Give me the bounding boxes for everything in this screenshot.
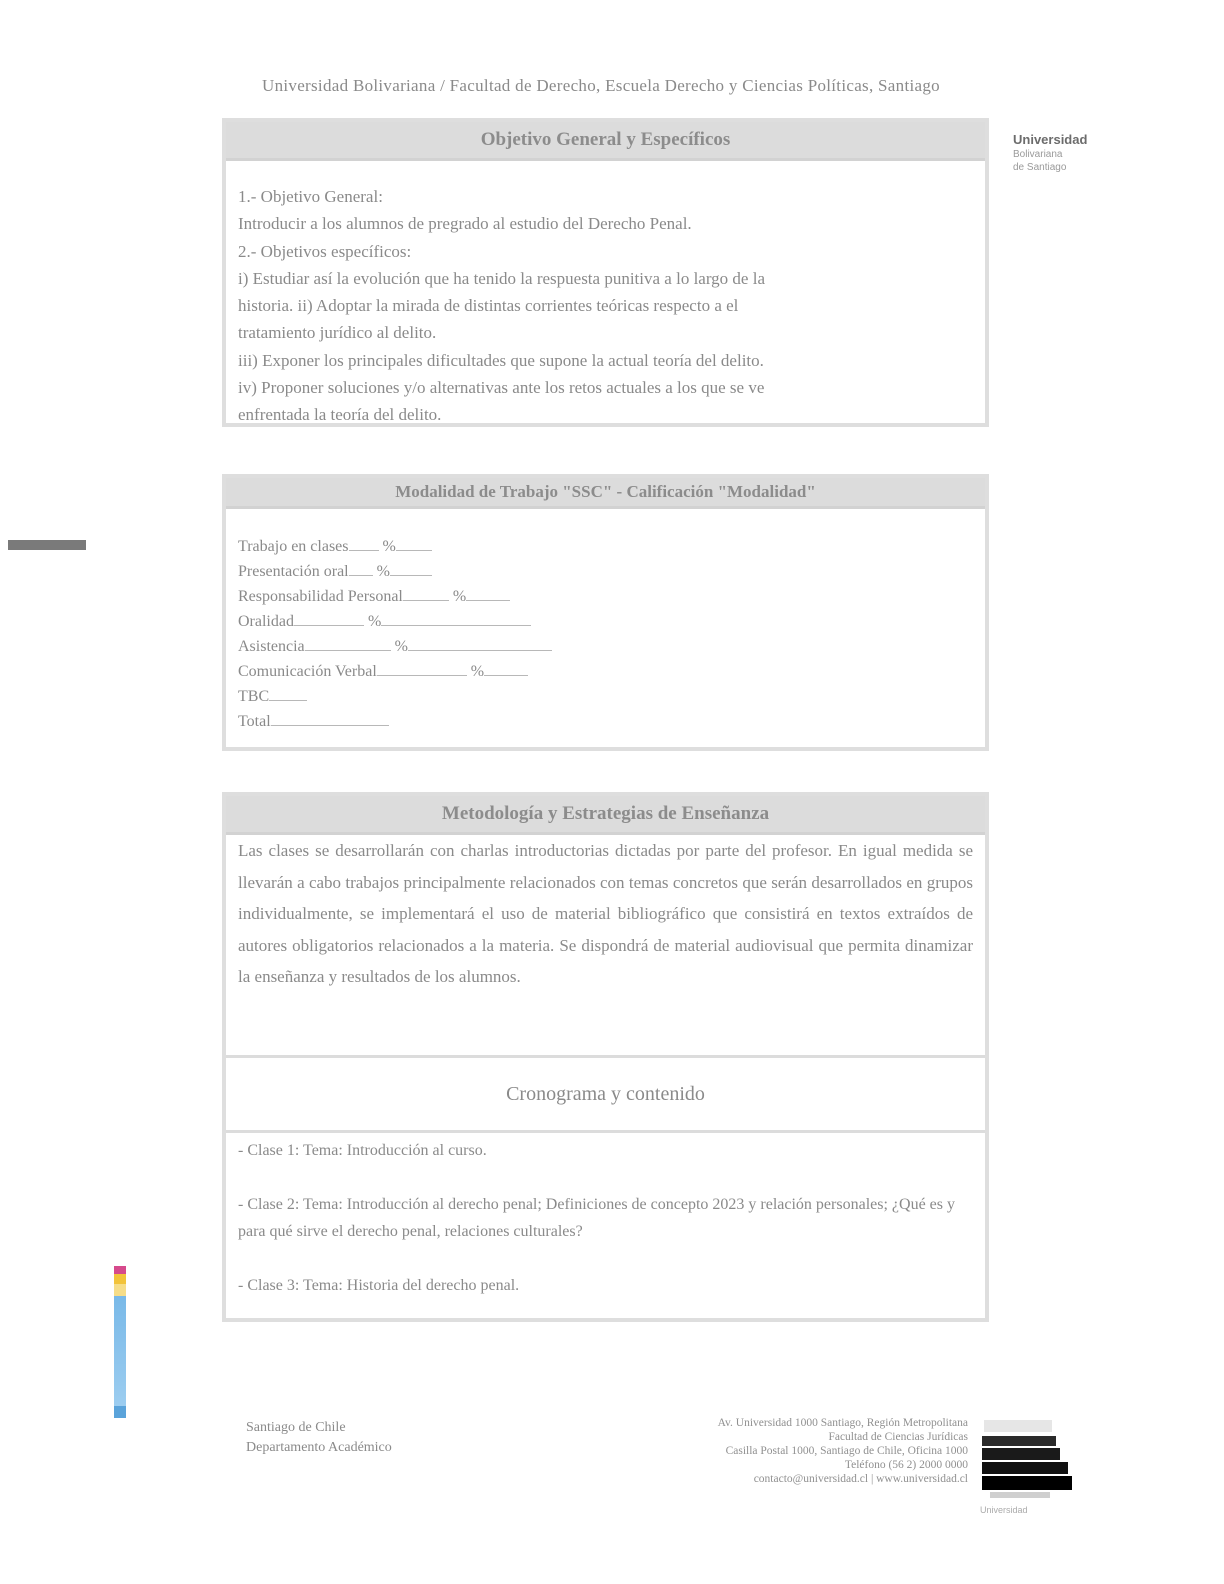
methodology-text: Las clases se desarrollarán con charlas introductorias dictadas por parte del profesor. En igual medida se llevarán a cabo trabajos principalmente relacionados con temas concretos que serán desarrollados en grupos individualmente, se implementará el uso de material bibliográfico que consistirá en textos extraídos de autores obligatorios relacionados a la materia. Se dispondrá de material audiovisual que permita dinamizar la enseñanza y resultados de los alumnos. xyxy=(238,841,973,986)
evaluation-percent: % xyxy=(382,538,396,555)
objectives-body xyxy=(226,161,985,429)
objective-line: 1.- Objetivo General: xyxy=(238,187,383,206)
evaluation-label: Responsabilidad Personal xyxy=(238,588,403,605)
footer-left-line: Santiago de Chile xyxy=(246,1420,346,1435)
objective-line: enfrentada la teoría del delito. xyxy=(238,405,442,425)
logo-line-3: de Santiago xyxy=(1013,162,1067,173)
seal-icon xyxy=(980,1418,1072,1500)
seal-caption: Universidad xyxy=(980,1505,1028,1515)
evaluation-percent: % xyxy=(452,588,467,605)
evaluation-list xyxy=(226,509,985,734)
logo-line-1: Universidad xyxy=(1013,132,1088,147)
document-header: Universidad Bolivariana / Facultad de Derecho, Escuela Derecho y Ciencias Políticas, Santiago xyxy=(262,76,940,95)
methodology-title: Metodología y Estrategias de Enseñanza xyxy=(226,796,985,835)
evaluation-row xyxy=(238,534,973,559)
evaluation-row xyxy=(238,634,973,659)
evaluation-row xyxy=(238,684,973,709)
footer-address xyxy=(660,1416,968,1486)
evaluation-label: Asistencia xyxy=(238,638,305,655)
objective-line: iv) Proponer soluciones y/o alternativas ante los retos actuales a los que se ve xyxy=(238,378,765,398)
footer-left-line: Departamento Académico xyxy=(246,1440,392,1455)
objectives-section xyxy=(222,118,989,427)
evaluation-label: Total xyxy=(238,713,271,730)
evaluation-label: Oralidad xyxy=(238,613,294,630)
footer-address-line: Av. Universidad 1000 Santiago, Región Metropolitana xyxy=(717,1417,968,1429)
objective-line: Introducir a los alumnos de pregrado al estudio del Derecho Penal. xyxy=(238,214,692,234)
objective-line: iii) Exponer los principales dificultades que supone la actual teoría del delito. xyxy=(238,350,764,370)
schedule-title: Cronograma y contenido xyxy=(506,1083,705,1105)
methodology-section xyxy=(222,792,989,1322)
footer-address-line: Casilla Postal 1000, Santiago de Chile, Oficina 1000 xyxy=(725,1445,968,1457)
evaluation-label: Comunicación Verbal xyxy=(238,663,377,680)
evaluation-label: Presentación oral xyxy=(238,563,349,580)
footer-address-line: Teléfono (56 2) 2000 0000 xyxy=(844,1459,968,1471)
evaluation-percent: % xyxy=(394,638,408,655)
footer-left xyxy=(246,1418,392,1458)
university-logo xyxy=(1013,132,1123,174)
evaluation-label: Trabajo en clases xyxy=(238,538,349,555)
evaluation-percent: % xyxy=(367,613,382,630)
schedule-list xyxy=(226,1133,985,1299)
objective-line: i) Estudiar así la evolución que ha tenido la respuesta punitiva a lo largo de la xyxy=(238,268,765,288)
objective-line: historia. ii) Adoptar la mirada de distintas corrientes teóricas respecto a el xyxy=(238,296,739,316)
side-marker xyxy=(8,540,86,550)
university-seal xyxy=(980,1418,1072,1514)
color-calibration-strip xyxy=(114,1266,126,1418)
schedule-item: - Clase 1: Tema: Introducción al curso. xyxy=(238,1142,487,1159)
evaluation-section xyxy=(222,474,989,751)
objective-line: tratamiento jurídico al delito. xyxy=(238,323,437,343)
logo-line-2: Bolivariana xyxy=(1013,149,1063,160)
objective-line: 2.- Objetivos específicos: xyxy=(238,241,412,261)
evaluation-row xyxy=(238,659,973,684)
evaluation-row xyxy=(238,609,973,634)
schedule-item: - Clase 3: Tema: Historia del derecho penal. xyxy=(238,1277,520,1294)
footer-address-line: contacto@universidad.cl | www.universidad.cl xyxy=(753,1473,968,1485)
evaluation-percent: % xyxy=(376,563,390,580)
footer-address-line: Facultad de Ciencias Jurídicas xyxy=(828,1431,968,1443)
evaluation-percent: % xyxy=(470,663,485,680)
evaluation-label: TBC xyxy=(238,688,270,705)
evaluation-row xyxy=(238,559,973,584)
evaluation-title: Modalidad de Trabajo "SSC" - Calificación "Modalidad" xyxy=(226,478,985,509)
schedule-item: - Clase 2: Tema: Introducción al derecho penal; Definiciones de concepto 2023 y relación personales; ¿Qué es y para qué sirve el derecho penal, relaciones culturales? xyxy=(238,1196,955,1240)
objectives-title: Objetivo General y Específicos xyxy=(226,122,985,161)
evaluation-row xyxy=(238,709,973,734)
evaluation-row xyxy=(238,584,973,609)
